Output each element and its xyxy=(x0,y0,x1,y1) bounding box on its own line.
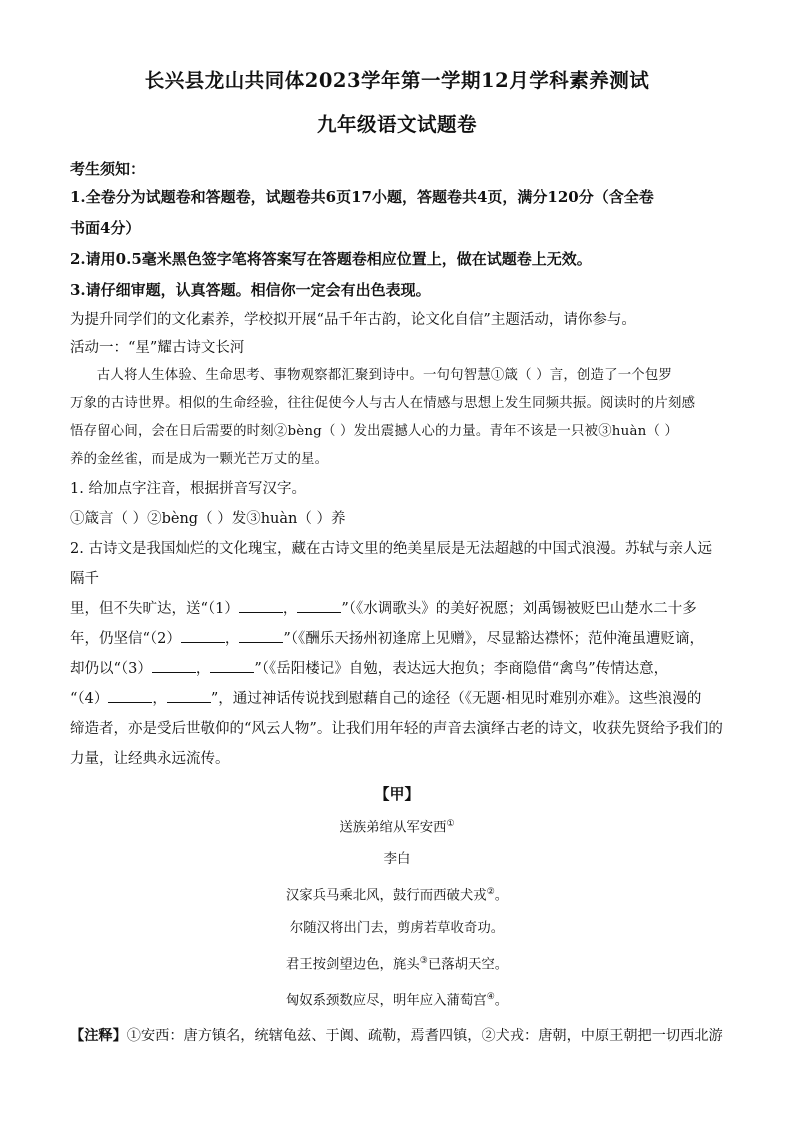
notice-item: 1.全卷分为试题卷和答题卷，试题卷共6页17小题，答题卷共4页，满分120分（含全卷 xyxy=(70,188,654,206)
answer-blank[interactable] xyxy=(152,656,196,673)
q2-line: 年，仍坚信“（2） ， ”（《酬乐天扬州初逢席上见赠》，尽显豁达襟怀；范仲淹虽遭贬谪， xyxy=(70,624,724,654)
poem-line: 匈奴系颈数应尽，明年应入蒲萄宫④。 xyxy=(285,992,509,1009)
passage-line: 悟存留心间，会在日后需要的时刻②bèng（ ）发出震撼人心的力量。青年不该是一只被③huàn（ ） xyxy=(70,424,679,439)
poem-line: 君王按剑望边色，旄头③已落胡天空。 xyxy=(285,955,509,973)
answer-blank[interactable] xyxy=(297,596,341,613)
poem-title: 送族弟绾从军安西① xyxy=(339,819,455,836)
annotation xyxy=(70,1022,724,1050)
notice-item: 2.请用0.5毫米黑色签字笔将答案写在答题卷相应位置上，做在试题卷上无效。 xyxy=(70,250,592,268)
q2-line: “（4） ， ”，通过神话传说找到慰藉自己的途径（《无题·相见时难别亦难》。这些浪漫的 xyxy=(70,684,724,714)
footnote-marker: ① xyxy=(446,819,455,829)
annotation-text: ①安西：唐方镇名，统辖龟兹、于阗、疏勒，焉耆四镇，②犬戎：唐朝，中原王朝把一切西北游 xyxy=(126,1027,723,1044)
q2-line: 里，但不失旷达，送“（1） ， ”（《水调歌头》的美好祝愿；刘禹锡被贬巴山楚水二十多 xyxy=(70,594,724,624)
q2-line: 力量，让经典永远流传。 xyxy=(70,751,230,767)
activity-title: 活动一：“星”耀古诗文长河 xyxy=(70,340,245,356)
answer-blank[interactable] xyxy=(108,686,152,703)
footnote-marker: ③ xyxy=(419,955,428,966)
poem-author: 李白 xyxy=(383,852,411,868)
reading-passage xyxy=(70,362,724,474)
footnote-marker: ④ xyxy=(486,992,495,1003)
answer-blank[interactable] xyxy=(239,596,283,613)
question-2 xyxy=(70,534,724,774)
answer-blank[interactable] xyxy=(181,626,225,643)
notice-item: 3.请仔细审题，认真答题。相信你一定会有出色表现。 xyxy=(70,281,431,299)
q2-line: 缔造者，亦是受后世敬仰的“风云人物”。让我们用年轻的声音去演绎古老的诗文，收获先贤给予我们的 xyxy=(70,721,723,737)
exam-subtitle: 九年级语文试题卷 xyxy=(316,113,477,136)
answer-blank[interactable] xyxy=(167,686,211,703)
poem-label: 【甲】 xyxy=(374,785,420,803)
annotation-label: 【注释】 xyxy=(70,1027,127,1044)
notice-heading: 考生须知： xyxy=(70,160,146,178)
passage-line: 万象的古诗世界。相似的生命经验，往往促使今人与古人在情感与思想上发生同频共振。阅读时的片刻感 xyxy=(70,396,696,411)
q2-line: 却仍以“（3） ， ”（《岳阳楼记》自勉，表达远大抱负；李商隐借“禽鸟”传情达意， xyxy=(70,654,724,684)
question-1-answer-line: ①箴言（ ）②bèng（ ）发③huàn（ ）养 xyxy=(70,511,346,527)
passage-line: 古人将人生体验、生命思考、事物观察都汇聚到诗中。一句句智慧①箴（ ）言，创造了一个包罗 xyxy=(96,368,673,383)
notice-item: 书面4分） xyxy=(70,219,141,237)
passage-line: 养的金丝雀，而是成为一颗光芒万丈的星。 xyxy=(70,452,329,467)
poem-line: 尔随汉将出门去，剪虏若草收奇功。 xyxy=(289,920,505,936)
answer-blank[interactable] xyxy=(210,656,254,673)
footnote-marker: ② xyxy=(486,887,495,898)
intro-text: 为提升同学们的文化素养，学校拟开展“品千年古韵，论文化自信”主题活动，请你参与。 xyxy=(70,312,636,328)
exam-title: 长兴县龙山共同体2023学年第一学期12月学科素养测试 xyxy=(144,69,650,92)
poem-line: 汉家兵马乘北风，鼓行而西破犬戎②。 xyxy=(285,887,509,904)
answer-blank[interactable] xyxy=(239,626,283,643)
question-1-stem: 1. 给加点字注音，根据拼音写汉字。 xyxy=(70,481,306,497)
q2-line: 2. 古诗文是我国灿烂的文化瑰宝，藏在古诗文里的绝美星辰是无法超越的中国式浪漫。苏轼与亲人远隔千 xyxy=(70,541,712,587)
